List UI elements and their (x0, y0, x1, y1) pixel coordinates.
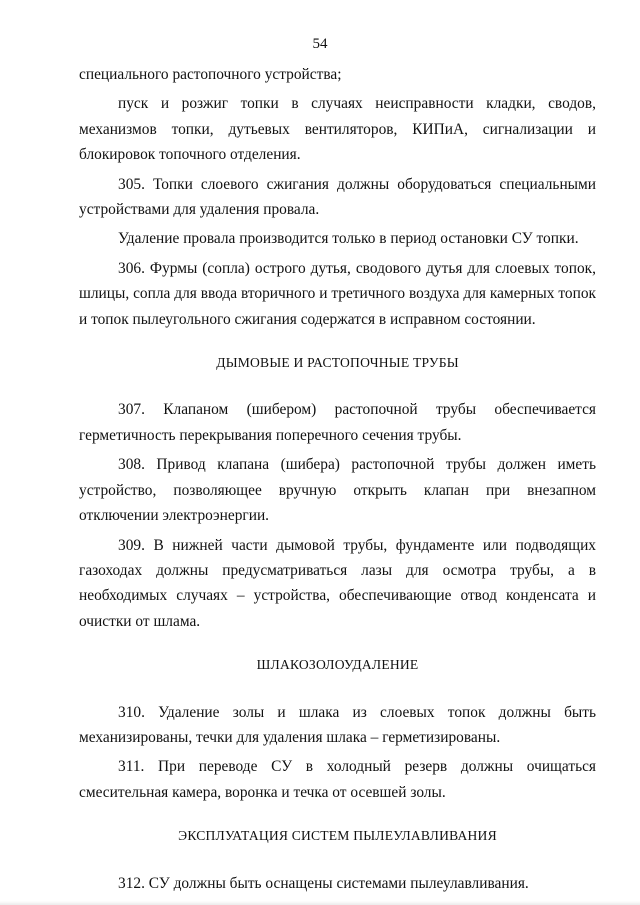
paragraph-308: 308. Привод клапана (шибера) растопочной трубы должен иметь устройство, позволяющее вручную открыть клапан при внезапном отключении электроэнергии. (79, 456, 596, 525)
paragraph-305-removal: Удаление провала производится только в период остановки СУ топки. (118, 230, 579, 248)
paragraph-310: 310. Удаление золы и шлака из слоевых топок должны быть механизированы, течки для удаления шлака – герметизированы. (79, 703, 596, 746)
paragraph-312: 312. СУ должны быть оснащены системами пылеулавливания. (118, 874, 529, 892)
section-heading-chimneys: ДЫМОВЫЕ И РАСТОПОЧНЫЕ ТРУБЫ (216, 355, 459, 371)
paragraph-continuation: специального растопочного устройства; (79, 66, 342, 83)
paragraph-309: 309. В нижней части дымовой трубы, фундаменте или подводящих газоходах должны предусматриваться лазы для осмотра трубы, а в необходимых случаях – устройства, обеспечивающие отвод конденсата и очистки от шлама. (79, 536, 596, 630)
scan-bottom-edge (0, 901, 640, 905)
page-number: 54 (312, 36, 328, 52)
document-body (79, 62, 596, 900)
section-heading-dust-collection: ЭКСПЛУАТАЦИЯ СИСТЕМ ПЫЛЕУЛАВЛИВАНИЯ (178, 828, 497, 844)
section-heading-slag-removal: ШЛАКОЗОЛОУДАЛЕНИЕ (256, 657, 419, 673)
paragraph-307: 307. Клапаном (шибером) растопочной трубы обеспечивается герметичность перекрывания поперечного сечения трубы. (79, 401, 596, 444)
paragraph-ignition-conditions: пуск и розжиг топки в случаях неисправности кладки, сводов, механизмов топки, дутьевых вентиляторов, КИПиА, сигнализации и блокировок топочного отделения. (79, 95, 596, 164)
paragraph-305: 305. Топки слоевого сжигания должны оборудоваться специальными устройствами для удаления провала. (79, 175, 596, 219)
paragraph-311: 311. При переводе СУ в холодный резерв должны очищаться смесительная камера, воронка и течка от осевшей золы. (79, 758, 596, 801)
paragraph-306: 306. Фурмы (сопла) острого дутья, сводового дутья для слоевых топок, шлицы, сопла для ввода вторичного и третичного воздуха для камерных топок и топок пылеугольного сжигания содержатся в исправном состоянии. (79, 259, 596, 328)
